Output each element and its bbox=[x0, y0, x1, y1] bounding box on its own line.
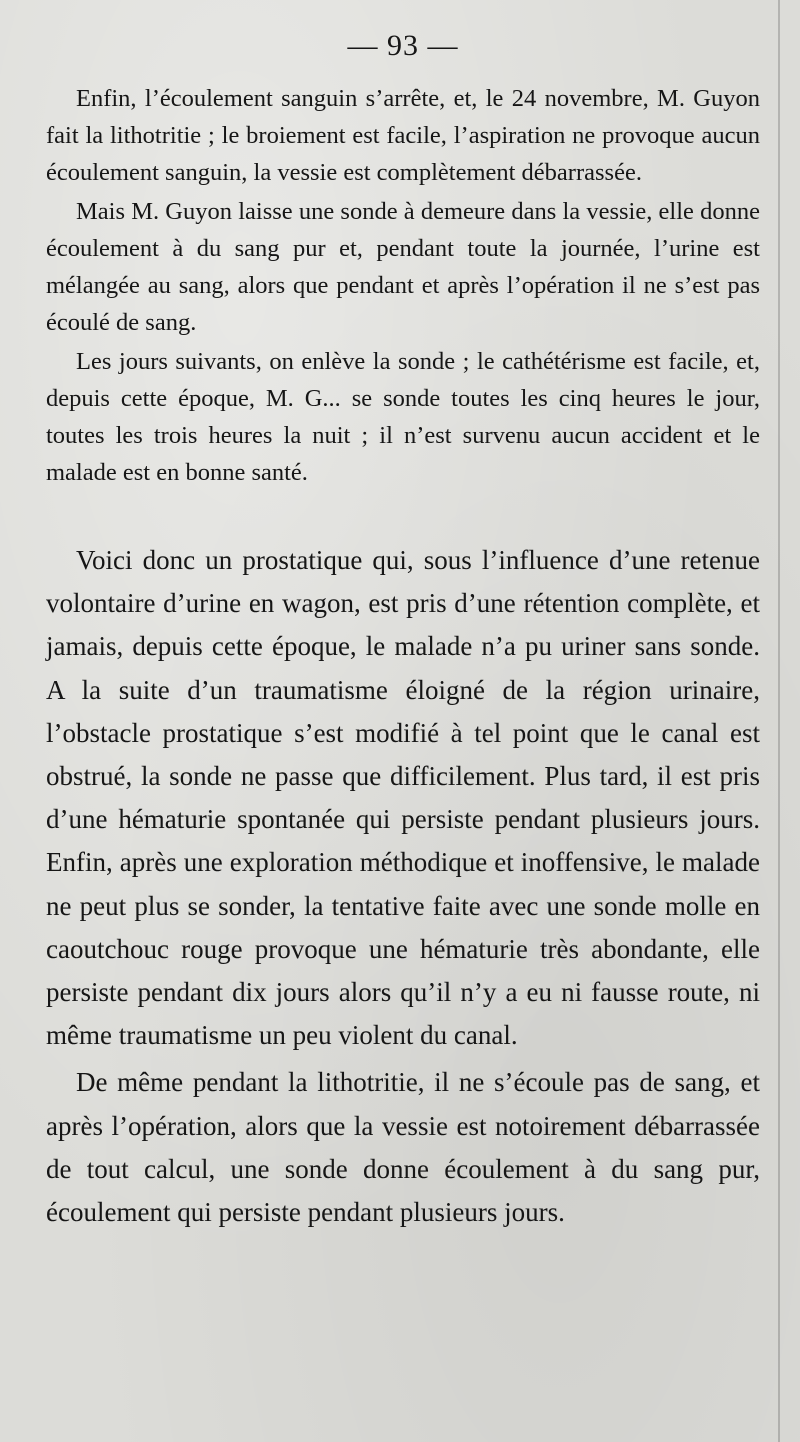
page-number: — 93 — bbox=[347, 29, 459, 62]
paragraph-2: Mais M. Guyon laisse une sonde à demeure dans la vessie, elle donne écoulement à du sang pur et, pendant toute la journée, l’urine est mélangée au sang, alors que pendant et après l’opération il ne s’est pas écoulé de sang. bbox=[46, 198, 760, 336]
paragraph-1: Enfin, l’écoulement sanguin s’arrête, et, le 24 novembre, M. Guyon fait la lithotritie ; le broiement est facile, l’aspiration ne provoque aucun écoulement sanguin, la vessie est complètement débarrassée. bbox=[46, 85, 760, 186]
paragraph-5: De même pendant la lithotritie, il ne s’écoule pas de sang, et après l’opération, alors que la vessie est notoirement débarrassée de tout calcul, une sonde donne écoulement à du sang pur, écoulement qui persiste pendant plusieurs jours. bbox=[46, 1067, 760, 1228]
paragraph-4: Voici donc un prostatique qui, sous l’influence d’une retenue volontaire d’urine en wagon, est pris d’une rétention complète, et jamais, depuis cette époque, le malade n’a pu uriner sans sonde. A la suite d’un traumatisme éloigné de la région urinaire, l’obstacle prostatique s’est modifié à tel point que le canal est obstrué, la sonde ne passe que difficilement. Plus tard, il est pris d’une hématurie spontanée qui persiste pendant plusieurs jours. Enfin, après une exploration méthodique et inoffensive, le malade ne peut plus se sonder, la tentative faite avec une sonde molle en caoutchouc rouge provoque une hématurie très abondante, elle persiste pendant dix jours alors qu’il n’y a eu ni fausse route, ni même traumatisme un peu violent du canal. bbox=[46, 545, 760, 1051]
paragraph-3: Les jours suivants, on enlève la sonde ; le cathétérisme est facile, et, depuis cette époque, M. G... se sonde toutes les cinq heures le jour, toutes les trois heures la nuit ; il n’est survenu aucun accident et le malade est en bonne santé. bbox=[46, 348, 760, 486]
page-edge-divider bbox=[778, 0, 780, 1442]
